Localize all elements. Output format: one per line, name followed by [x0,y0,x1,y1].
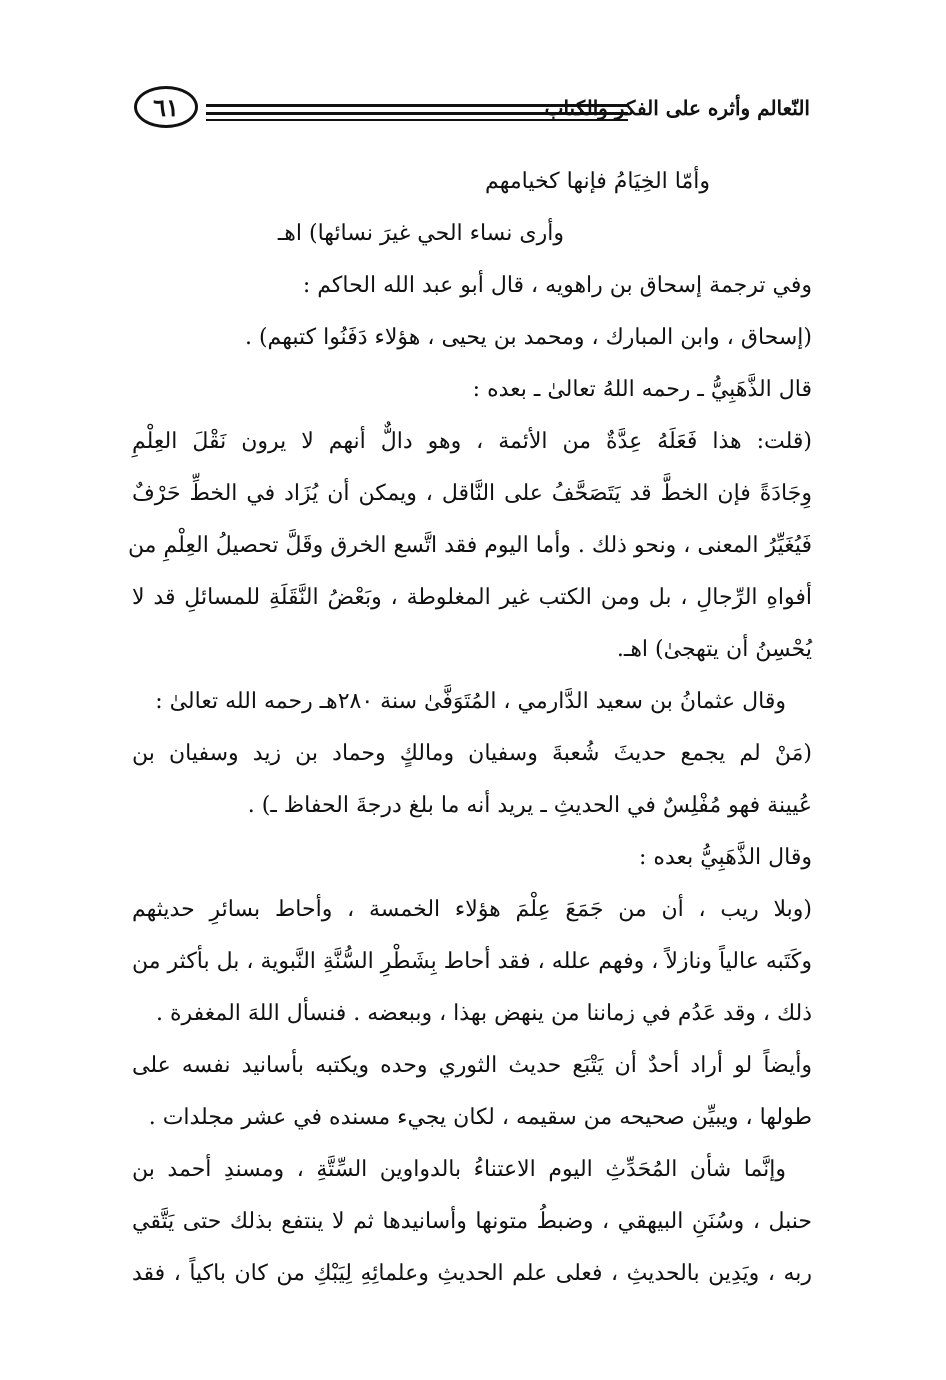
quote-line: فَيُغَيِّرُ المعنى ، ونحو ذلك . وأما اليوم فقد اتَّسع الخرق وقَلَّ تحصيلُ العِلْمِ من [127,533,812,558]
text-line: وقال الذَّهَبِيُّ بعده : [639,845,812,870]
text-line: قال الذَّهَبِيُّ ـ رحمه اللهُ تعالىٰ ـ بعده : [472,377,812,402]
text-line: وفي ترجمة إسحاق بن راهويه ، قال أبو عبد الله الحاكم : [302,273,812,298]
quote-line: وِجَادَةً فإن الخطَّ قد يَتَصَحَّفُ على النَّاقل ، ويمكن أن يُزَاد في الخطِّ حَرْفٌ [132,481,812,506]
quote-line: (مَنْ لم يجمع حديثَ شُعبةَ وسفيان ومالكٍ وحماد بن زيد وسفيان بن [132,741,812,766]
running-title: النّعالم وأثره على الفكر والكتاب [544,96,810,120]
text-line: وقال عثمانُ بن سعيد الدَّارمي ، المُتَوَفَّىٰ سنة ٢٨٠هـ رحمه الله تعالىٰ : [155,689,786,714]
quote-line: (قلت: هذا فَعَلَهُ عِدَّةٌ من الأئمة ، وهو دالٌّ أنهم لا يرون نَقْلَ العِلْمِ [132,429,812,454]
page-number: ٦١ [134,86,198,128]
poem-verse-line: وأرى نساء الحي غيرَ نسائها) اهـ [277,221,564,246]
text-line: حنبل ، وسُنَنِ البيهقي ، وضبطُ متونها وأسانيدها ثم لا ينتفع بذلك حتى يَتَّقي [132,1209,812,1234]
text-line: ربه ، ويَدِين بالحديثِ ، فعلى علم الحديثِ وعلمائِهِ لِيَبْكِ من كان باكياً ، فقد [132,1261,812,1286]
quote-line: وكَتَبه عالياً ونازلاً ، وفهم علله ، فقد أحاط بِشَطْرِ السُّنَّةِ النَّبوية ، بل بأكثر من [132,949,812,974]
poem-verse-line: وأمّا الخِيَامُ فإنها كخيامهم [485,169,710,194]
quote-line: (إسحاق ، وابن المبارك ، ومحمد بن يحيى ، هؤلاء دَفَنُوا كتبهم) . [244,325,812,350]
quote-line: أفواهِ الرِّجالِ ، بل ومن الكتب غير المغلوطة ، وبَعْضُ النَّقَلَةِ للمسائلِ قد لا [132,585,812,610]
quote-line: يُحْسِنُ أن يتهجىٰ) اهـ. [616,637,812,662]
quote-line: (وبلا ريب ، أن من جَمَعَ عِلْمَ هؤلاء الخمسة ، وأحاط بسائرِ حديثهم [132,897,812,922]
text-line: وإنَّما شأن المُحَدِّثِ اليوم الاعتناءُ بالدواوين السِّتَّةِ ، ومسندِ أحمد بن [132,1157,786,1182]
text-line: طولها ، ويبيِّن صحيحه من سقيمه ، لكان يجيء مسنده في عشر مجلدات . [148,1105,812,1130]
quote-line: عُيينة فهو مُفْلِسٌ في الحديثِ ـ يريد أنه ما بلغ درجةَ الحفاظ ـ) . [247,793,812,818]
text-line: وأيضاً لو أراد أحدٌ أن يَتْبَع حديث الثوري وحده ويكتبه بأسانيد نفسه على [132,1053,812,1078]
page-header [130,82,810,140]
quote-line: ذلك ، وقد عَدُم في زماننا من ينهض بهذا ، وببعضه . فنسأل اللهَ المغفرة . [155,1001,812,1026]
